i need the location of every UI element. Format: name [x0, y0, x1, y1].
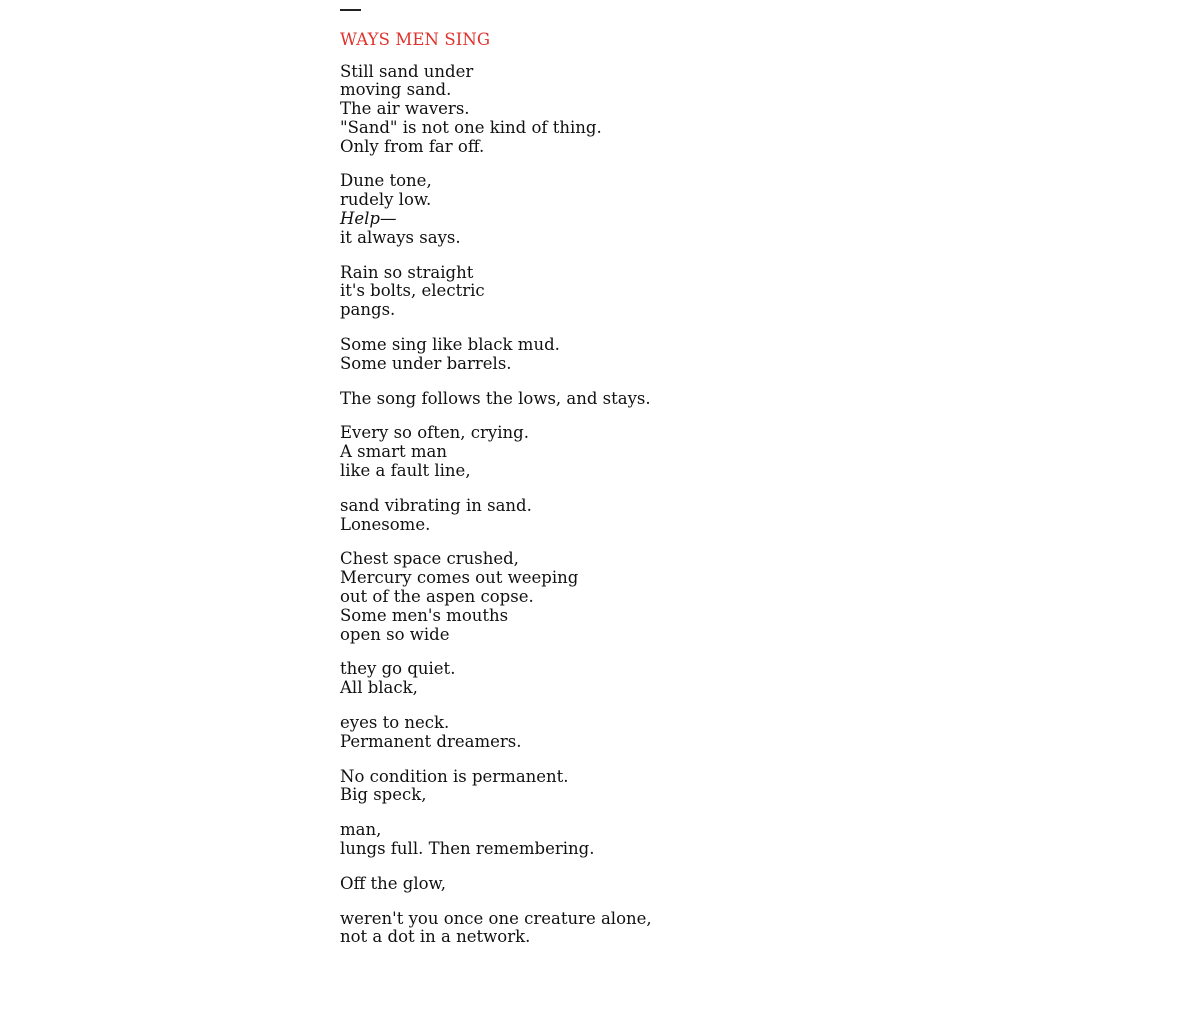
poem-line: out of the aspen copse. — [340, 587, 534, 607]
poem-line: Some sing like black mud. — [340, 335, 560, 355]
poem-container — [340, 0, 900, 963]
poem-line: Mercury comes out weeping — [340, 568, 579, 588]
poem-line: man, — [340, 820, 382, 840]
stanza-3 — [340, 264, 900, 320]
poem-line: Chest space crushed, — [340, 549, 519, 569]
poem-line: Still sand under — [340, 61, 474, 81]
poem-line: rudely low. — [340, 190, 432, 210]
poem-line: sand vibrating in sand. — [340, 495, 532, 515]
poem-line: Dune tone, — [340, 171, 432, 191]
poem-line: not a dot in a network. — [340, 927, 531, 947]
poem-line: pangs. — [340, 300, 396, 320]
poem-line: they go quiet. — [340, 659, 456, 679]
poem-line: Big speck, — [340, 785, 427, 805]
stanza-2 — [340, 172, 900, 247]
poem-line: lungs full. Then remembering. — [340, 839, 595, 858]
poem-line: it always says. — [340, 227, 461, 247]
stanza-7 — [340, 497, 900, 535]
poem-line: moving sand. — [340, 80, 452, 100]
stanza-6 — [340, 424, 900, 480]
stanza-1 — [340, 63, 900, 157]
stanza-11 — [340, 768, 900, 806]
stanza-5 — [340, 390, 900, 409]
poem-line: No condition is permanent. — [340, 766, 569, 786]
poem-line: Rain so straight — [340, 262, 474, 282]
stanza-12 — [340, 821, 900, 859]
poem-title: WAYS MEN SING — [340, 29, 491, 49]
stanza-14 — [340, 910, 900, 948]
poem-line: weren't you once one creature alone, — [340, 908, 652, 928]
poem-line-italic: Help— — [340, 209, 397, 229]
poem-line: eyes to neck. — [340, 713, 450, 733]
poem-line: All black, — [340, 678, 418, 698]
poem-line: The air wavers. — [340, 99, 470, 119]
stanza-4 — [340, 336, 900, 374]
poem-line: Some men's mouths — [340, 605, 509, 625]
stanza-13 — [340, 875, 900, 894]
separator-rule — [340, 9, 361, 11]
poem-line: The song follows the lows, and stays. — [340, 388, 651, 408]
poem-line: it's bolts, electric — [340, 281, 485, 301]
stanza-8 — [340, 550, 900, 644]
poem-line: open so wide — [340, 624, 450, 644]
stanza-9 — [340, 660, 900, 698]
poem-line: "Sand" is not one kind of thing. — [340, 117, 602, 137]
stanza-10 — [340, 714, 900, 752]
poem-line: Only from far off. — [340, 136, 485, 156]
poem-line: like a fault line, — [340, 461, 471, 481]
poem-line: Every so often, crying. — [340, 423, 529, 443]
poem-line: Lonesome. — [340, 514, 431, 534]
poem-line: A smart man — [340, 442, 447, 462]
poem-line: Some under barrels. — [340, 353, 512, 373]
poem-line: Permanent dreamers. — [340, 731, 522, 751]
poem-line: Off the glow, — [340, 873, 446, 893]
